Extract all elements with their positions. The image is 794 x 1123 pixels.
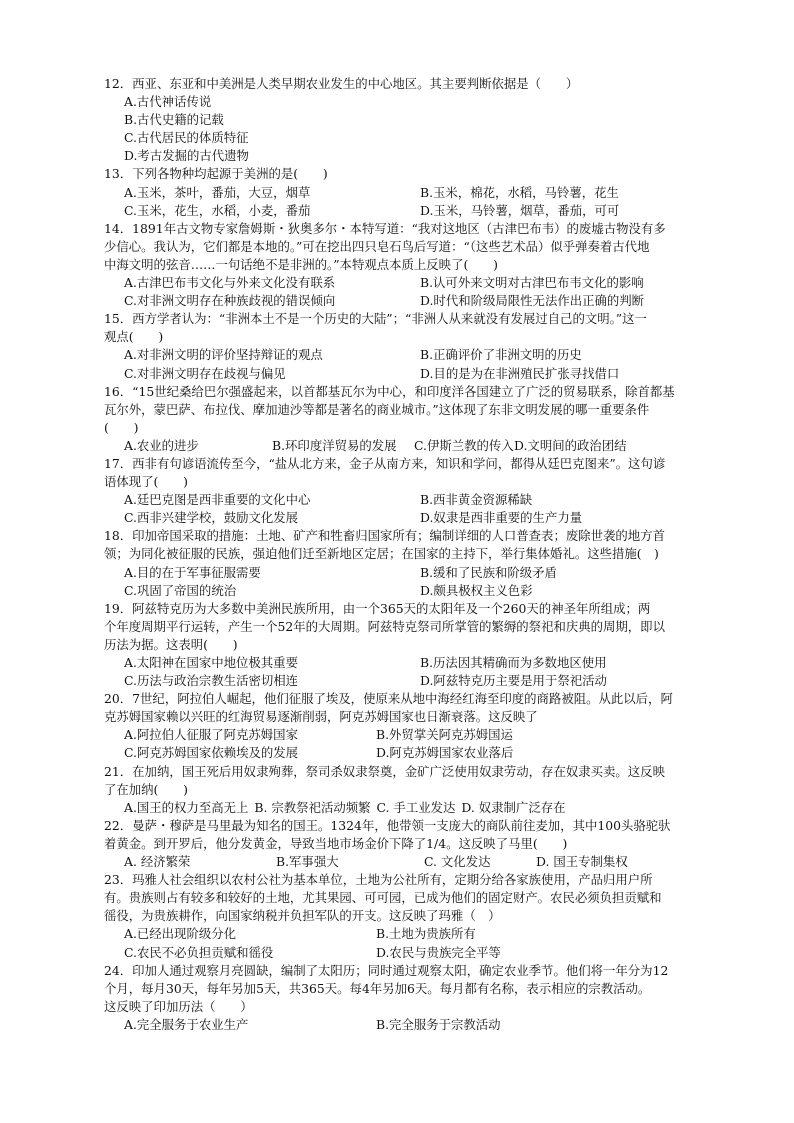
answer-option[interactable]: C.玉米，花生，水稻，小麦，番茄 (124, 202, 311, 218)
option-row (104, 564, 724, 582)
question-17 (104, 455, 724, 527)
question-stem-line: 语体现了( ) (104, 474, 189, 490)
question-stem-line: 20．7世纪，阿拉伯人崛起，他们征服了埃及，使原来从地中海经红海至印度的商路被阻。从此以后，阿 (104, 691, 673, 707)
answer-option[interactable]: A.古津巴布韦文化与外来文化没有联系 (124, 275, 336, 291)
answer-option[interactable]: D.文明间的政治团结 (514, 437, 627, 453)
question-stem-line: 历法为据。这表明( ) (104, 636, 238, 652)
answer-option[interactable]: B.正确评价了非洲文明的历史 (420, 347, 582, 363)
question-stem-line: 中海文明的弦音……一句话绝不是非洲的。”本特观点本质上反映了( ) (104, 256, 498, 272)
question-20 (104, 690, 724, 762)
answer-option[interactable]: C.农民不必负担贡赋和徭役 (124, 944, 274, 960)
question-stem-line: 有。贵族则占有较多和较好的土地，尤其果园、可可园，已成为他们的固定财产。农民必须负担贡赋和 (104, 890, 662, 906)
answer-option[interactable]: B. 宗教祭祀活动频繁 (254, 799, 371, 815)
option-row (104, 111, 724, 129)
option-row (104, 274, 724, 292)
answer-option[interactable]: B.军事强大 (276, 854, 339, 870)
option-row (104, 925, 724, 943)
option-row (104, 491, 724, 509)
answer-option[interactable]: C. 手工业发达 (376, 799, 456, 815)
option-row (104, 944, 724, 962)
option-row (104, 147, 724, 165)
answer-option[interactable]: C.古代居民的体质特征 (124, 130, 249, 146)
question-stem-line: 个月，每月30天，每年另加5天，共365天。每4年另加6天。每月都有名称，表示相应的宗教活动。 (104, 980, 651, 996)
answer-option[interactable]: C.对非洲文明存在种族歧视的错误倾向 (124, 293, 336, 309)
question-stem-line: 领；为同化被征服的民族，强迫他们迁至新地区定居；在国家的主持下，举行集体婚礼。这些措施( ) (104, 546, 659, 562)
answer-option[interactable]: A.已经出现阶级分化 (124, 926, 237, 942)
answer-option[interactable]: B.环印度洋贸易的发展 (272, 437, 397, 453)
option-row (104, 509, 724, 527)
question-15 (104, 310, 724, 382)
question-stem-line: 少信心。我认为，它们都是本地的。”可在挖出四只皂石鸟后写道：“（这些艺术品）似乎弹奏着古代地 (104, 238, 650, 254)
option-row (104, 346, 724, 364)
answer-option[interactable]: D.玉米，马铃薯，烟草，番茄，可可 (420, 202, 620, 218)
question-stem-line: 24．印加人通过观察月亮圆缺，编制了太阳历；同时通过观察太阳，确定农业季节。他们将一年分为12 (104, 962, 669, 978)
option-row (104, 93, 724, 111)
answer-option[interactable]: C. 文化发达 (424, 854, 491, 870)
question-stem-line: 个年度周期平行运转，产生一个52年的大周期。阿兹特克祭司所掌管的繁缛的祭祀和庆典的周期，即以 (104, 618, 665, 634)
answer-option[interactable]: D.颇具极权主义色彩 (420, 582, 533, 598)
question-stem-line: 徭役，为贵族耕作，向国家纳税并负担军队的开支。这反映了玛雅（ ） (104, 908, 501, 924)
answer-option[interactable]: D.阿兹特克历主要是用于祭祀活动 (420, 673, 607, 689)
answer-option[interactable]: C.阿克苏姆国家依赖埃及的发展 (124, 745, 299, 761)
answer-option[interactable]: A.古代神话传说 (124, 94, 212, 110)
question-23 (104, 871, 724, 961)
option-row (104, 672, 724, 690)
answer-option[interactable]: D.目的是为在非洲殖民扩张寻找借口 (420, 365, 620, 381)
answer-option[interactable]: A.农业的进步 (124, 437, 199, 453)
option-row (104, 799, 724, 817)
question-stem-line: 18．印加帝国采取的措施：土地、矿产和牲畜归国家所有；编制详细的人口普查表；废除世袭的地方首 (104, 528, 665, 544)
answer-option[interactable]: D. 国王专制集权 (536, 854, 628, 870)
answer-option[interactable]: C.伊斯兰教的传入 (414, 437, 514, 453)
option-row (104, 437, 724, 455)
question-19 (104, 600, 724, 690)
answer-option[interactable]: D. 奴隶制广泛存在 (461, 799, 566, 815)
answer-option[interactable]: C.巩固了帝国的统治 (124, 582, 237, 598)
answer-option[interactable]: D.阿克苏姆国家农业落后 (376, 745, 514, 761)
question-stem-line: 13．下列各物种均起源于美洲的是( ) (104, 166, 328, 182)
option-row (104, 184, 724, 202)
question-12 (104, 75, 724, 165)
question-stem-line: 观点( ) (104, 329, 164, 345)
answer-option[interactable]: C.西非兴建学校，鼓励文化发展 (124, 510, 299, 526)
question-stem-line: 着黄金。到开罗后，他分发黄金，导致当地市场金价下降了1/4。这反映了马里( ) (104, 835, 568, 851)
option-row (104, 744, 724, 762)
answer-option[interactable]: A.太阳神在国家中地位极其重要 (124, 655, 298, 670)
question-stem-line: 23．玛雅人社会组织以农村公社为基本单位，土地为公社所有，定期分给各家族使用，产品归用户所 (104, 872, 653, 888)
question-stem-line: 瓦尔外，蒙巴萨、布拉伐、摩加迪沙等都是著名的商业城市。”这体现了东非文明发展的哪一重要条件 (104, 401, 650, 417)
answer-option[interactable]: B.认可外来文明对古津巴布韦文化的影响 (420, 275, 644, 291)
answer-option[interactable]: B.土地为贵族所有 (376, 926, 476, 942)
question-stem-line: 14．1891年古文物专家詹姆斯・狄奥多尔・本特写道：“我对这地区（古津巴布韦）的废墟古物没有多 (104, 220, 666, 236)
answer-option[interactable]: C.对非洲文明存在歧视与偏见 (124, 365, 286, 381)
question-21 (104, 763, 724, 817)
answer-option[interactable]: A.廷巴克图是西非重要的文化中心 (124, 492, 311, 508)
answer-option[interactable]: A.玉米，茶叶，番茄，大豆，烟草 (124, 184, 311, 200)
option-row (104, 654, 724, 672)
answer-option[interactable]: D.时代和阶级局限性无法作出正确的判断 (420, 293, 645, 309)
question-stem-line: 12．西亚、东亚和中美洲是人类早期农业发生的中心地区。其主要判断依据是（ ） (104, 76, 579, 91)
question-16 (104, 383, 724, 455)
option-row (104, 202, 724, 220)
question-stem-line: ( ) (104, 419, 139, 435)
question-stem-line: 这反映了印加历法（ ） (104, 998, 253, 1014)
question-stem-line: 15．西方学者认为：“非洲本土不是一个历史的大陆”；“非洲人从来就没有发展过自己的文明。”这一 (104, 311, 647, 327)
answer-option[interactable]: D.农民与贵族完全平等 (376, 944, 501, 960)
option-row (104, 129, 724, 147)
answer-option[interactable]: A. 经济繁荣 (124, 854, 191, 870)
answer-option[interactable]: D.奴隶是西非重要的生产力量 (420, 510, 583, 526)
question-22 (104, 817, 724, 871)
question-stem-line: 19．阿兹特克历为大多数中美洲民族所用，由一个365天的太阳年及一个260天的神圣年所组成；两 (104, 600, 651, 616)
answer-option[interactable]: B.西非黄金资源稀缺 (420, 492, 533, 508)
answer-option[interactable]: A.对非洲文明的评价坚持辩证的观点 (124, 347, 323, 363)
option-row (104, 1016, 724, 1034)
question-14 (104, 220, 724, 310)
answer-option[interactable]: B.玉米，棉花，水稻，马铃薯，花生 (420, 184, 619, 200)
question-stem-line: 克苏姆国家赖以兴旺的红海贸易逐渐削弱，阿克苏姆国家也日渐衰落。这反映了 (104, 709, 538, 725)
question-18 (104, 527, 724, 599)
answer-option[interactable]: A.国王的权力至高无上 (124, 799, 249, 815)
question-stem-line: 22．曼萨・穆萨是马里最为知名的国王。1324年，他带领一支庞大的商队前往麦加，其中100头骆驼驮 (104, 817, 671, 833)
answer-option[interactable]: B.历法因其精确而为多数地区使用 (420, 655, 607, 670)
option-row (104, 726, 724, 744)
answer-option[interactable]: A.完全服务于农业生产 (124, 1016, 249, 1032)
answer-option[interactable]: B.古代史籍的记载 (124, 112, 224, 128)
question-stem-line: 17．西非有句谚语流传至今，“盐从北方来，金子从南方来，知识和学问，都得从廷巴克图来”。这句谚 (104, 455, 666, 471)
answer-option[interactable]: B.外贸掌关阿克苏姆国运 (376, 727, 513, 743)
question-stem-line: 21．在加纳，国王死后用奴隶殉葬，祭司杀奴隶祭奠，金矿广泛使用奴隶劳动，存在奴隶买卖。这反映 (104, 763, 665, 779)
question-24 (104, 962, 724, 1034)
option-row (104, 292, 724, 310)
option-row (104, 582, 724, 600)
answer-option[interactable]: B.缓和了民族和阶级矛盾 (420, 564, 557, 580)
question-stem-line: 了在加纳( ) (104, 781, 189, 797)
question-13 (104, 165, 724, 219)
answer-option[interactable]: D.考古发掘的古代遗物 (124, 148, 249, 164)
question-stem-line: 16．“15世纪桑给巴尔强盛起来，以首都基瓦尔为中心，和印度洋各国建立了广泛的贸易联系，除首都基 (104, 383, 675, 399)
answer-option[interactable]: B.完全服务于宗教活动 (376, 1016, 501, 1032)
answer-option[interactable]: A.目的在于军事征服需要 (124, 564, 261, 580)
option-row (104, 853, 724, 871)
answer-option[interactable]: A.阿拉伯人征服了阿克苏姆国家 (124, 727, 298, 743)
answer-option[interactable]: C.历法与政治宗教生活密切相连 (124, 673, 299, 689)
option-row (104, 365, 724, 383)
